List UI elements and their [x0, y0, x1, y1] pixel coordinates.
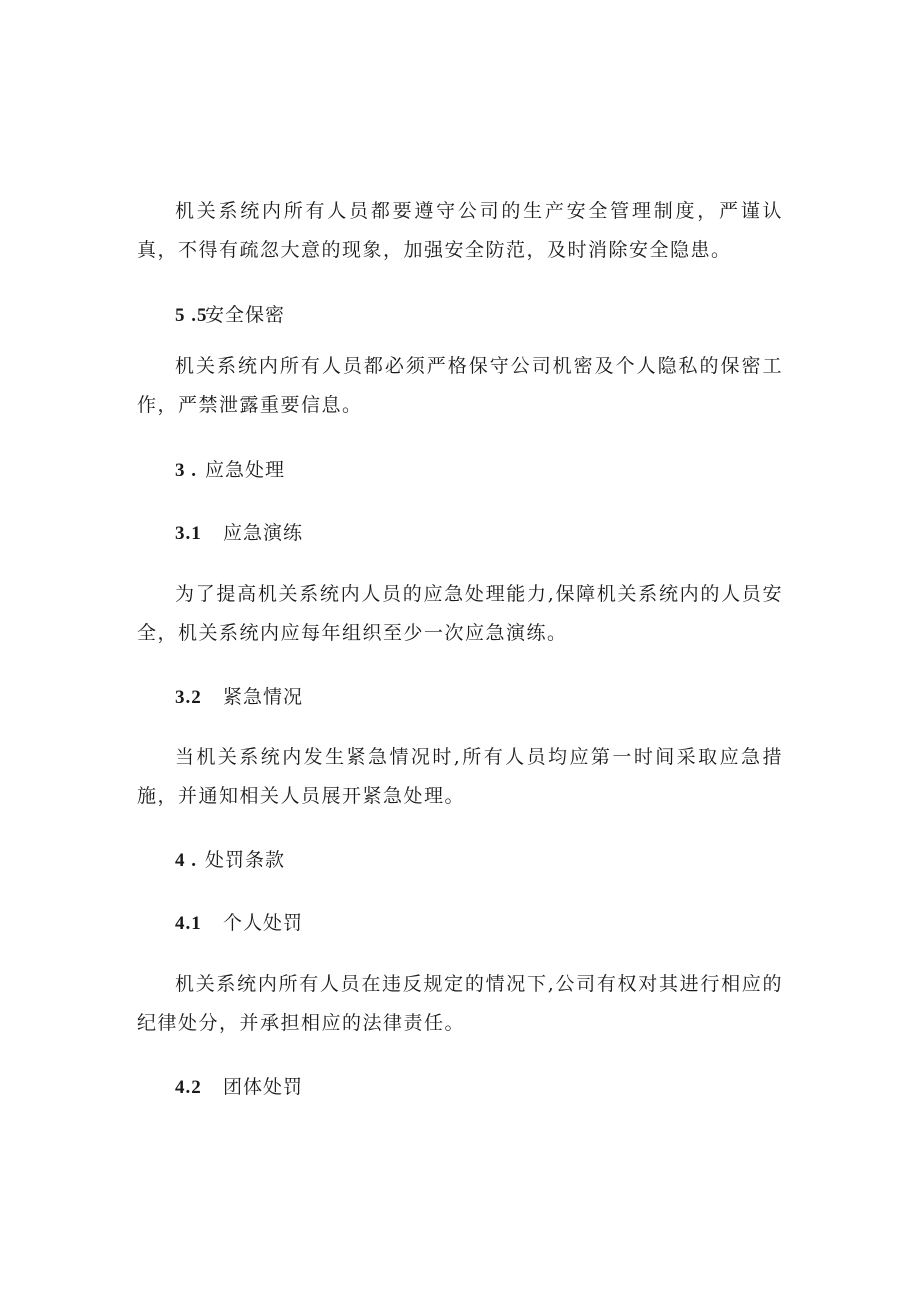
heading-number: 3.1	[175, 523, 202, 544]
heading-3-2	[175, 682, 303, 713]
heading-number: 3.2	[175, 687, 202, 708]
heading-title: 应急演练	[223, 522, 304, 544]
paragraph-emergency-situation: 当机关系统内发生紧急情况时,所有人员均应第一时间采取应急措施，并通知相关人员展开紧急处理。	[137, 746, 783, 807]
heading-title: 应急处理	[205, 459, 286, 481]
heading-number: 3 .	[175, 460, 197, 481]
paragraph-safety-management: 机关系统内所有人员都要遵守公司的生产安全管理制度，严谨认真，不得有疏忽大意的现象，加强安全防范，及时消除安全隐患。	[137, 200, 783, 261]
heading-4-1	[175, 908, 303, 939]
heading-4	[175, 845, 285, 876]
paragraph-confidentiality: 机关系统内所有人员都必须严格保守公司机密及个人隐私的保密工作，严禁泄露重要信息。	[137, 355, 783, 416]
heading-3	[175, 455, 285, 486]
heading-title: 紧急情况	[223, 686, 304, 708]
heading-number: 5 .5	[175, 305, 208, 326]
paragraph-emergency-drill: 为了提高机关系统内人员的应急处理能力,保障机关系统内的人员安全，机关系统内应每年组织至少一次应急演练。	[137, 583, 783, 644]
paragraph-individual-penalty: 机关系统内所有人员在违反规定的情况下,公司有权对其进行相应的纪律处分，并承担相应的法律责任。	[137, 973, 783, 1034]
heading-title: 处罚条款	[205, 849, 286, 871]
heading-number: 4 .	[175, 850, 197, 871]
heading-number: 4.1	[175, 913, 202, 934]
heading-3-1	[175, 518, 303, 549]
heading-number: 4.2	[175, 1077, 202, 1098]
heading-5-5	[175, 300, 285, 331]
heading-title: 团体处罚	[223, 1076, 304, 1098]
heading-title: 安全保密	[205, 304, 286, 326]
heading-4-2	[175, 1072, 303, 1103]
heading-title: 个人处罚	[223, 912, 304, 934]
